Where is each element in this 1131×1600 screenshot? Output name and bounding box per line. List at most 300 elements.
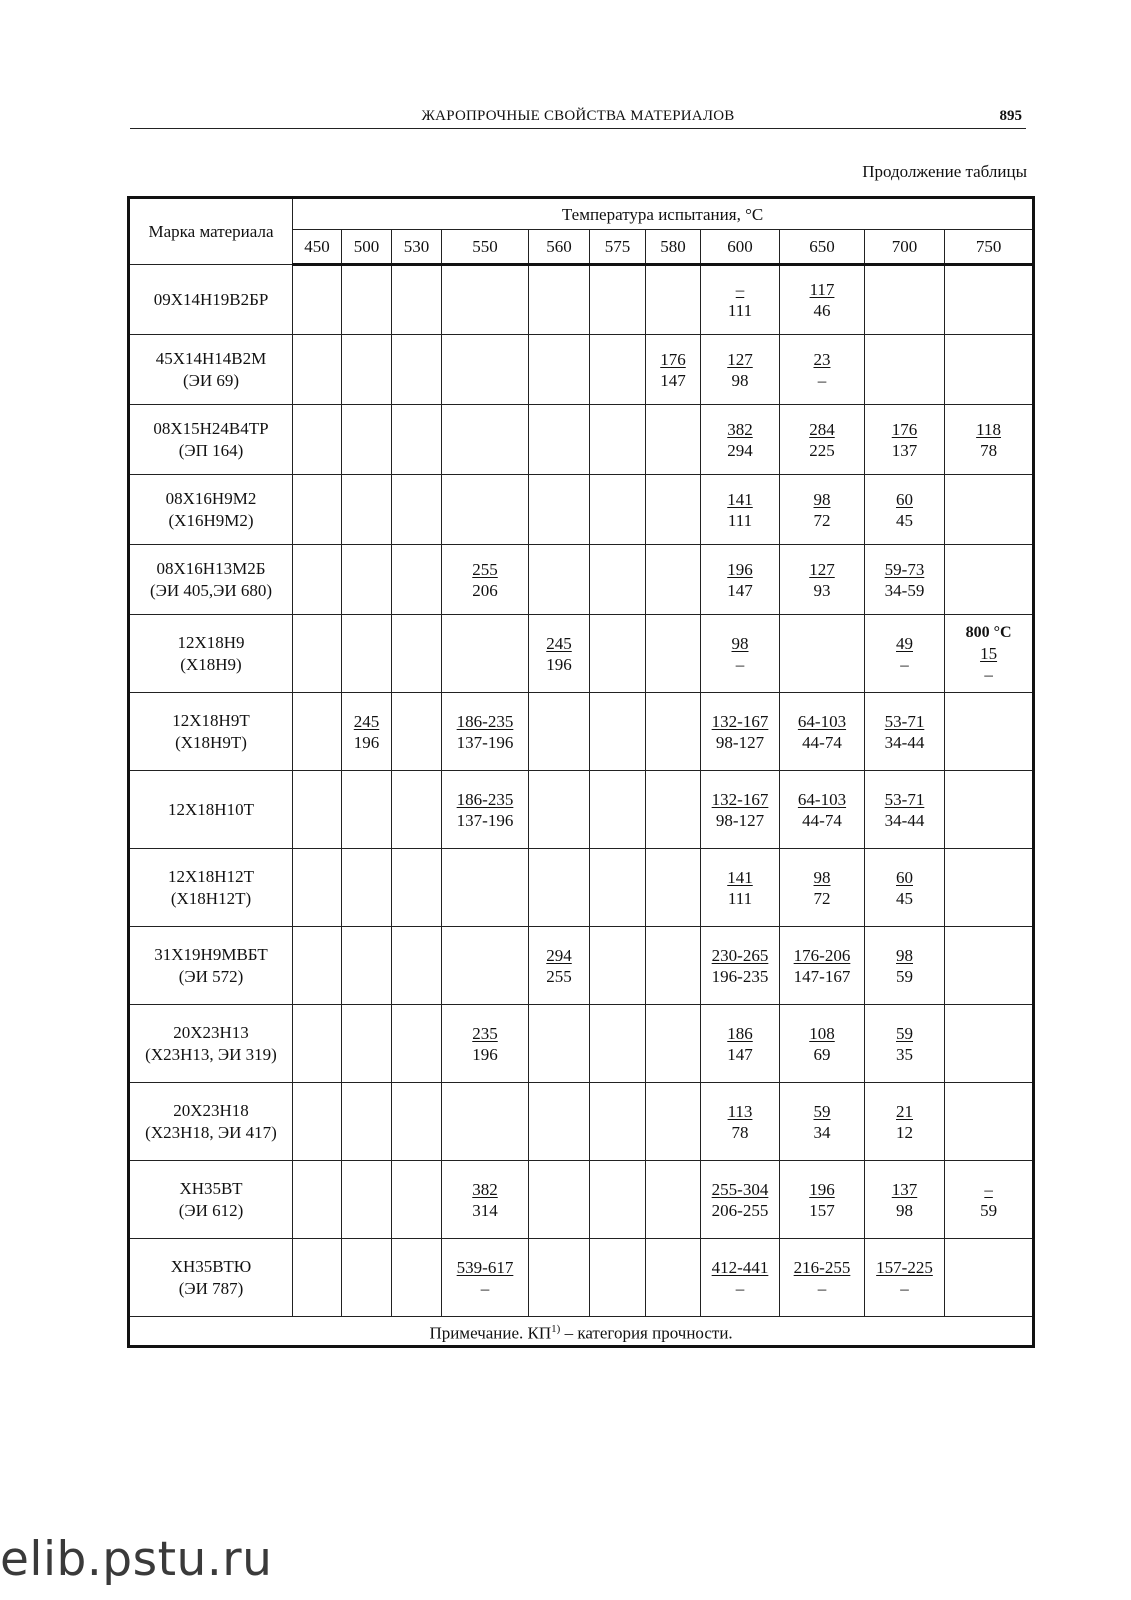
value-cell-450 (293, 1083, 342, 1161)
grade-line: 12Х18Н10Т (168, 799, 254, 819)
material-grade (129, 615, 293, 693)
value-cell-550 (442, 1239, 529, 1317)
denominator-value: 34 (813, 1122, 831, 1142)
value-cell-580 (646, 475, 701, 545)
grade-line: (ЭИ 69) (182, 370, 240, 390)
numerator-value: 141 (727, 489, 753, 509)
strength-fraction (810, 279, 835, 321)
numerator-value: 245 (353, 711, 380, 731)
grade-line: (Х18Н12Т) (170, 888, 252, 908)
numerator-value: 539-617 (456, 1257, 514, 1277)
value-cell-600 (701, 771, 780, 849)
numerator-value: 230-265 (711, 945, 769, 965)
denominator-value: – (900, 654, 909, 674)
denominator-value: 137-196 (456, 732, 514, 752)
temperature-column-750: 750 (945, 230, 1034, 265)
denominator-value: 147-167 (793, 966, 851, 986)
numerator-value: 157-225 (876, 1257, 933, 1277)
denominator-value: 34-59 (884, 580, 925, 600)
value-cell-575 (590, 927, 646, 1005)
value-cell-750 (945, 405, 1034, 475)
strength-fraction (732, 633, 749, 675)
value-cell-450 (293, 693, 342, 771)
denominator-value: 147 (660, 370, 686, 390)
denominator-value: 98 (896, 1200, 913, 1220)
value-cell-550 (442, 693, 529, 771)
value-cell-580 (646, 1005, 701, 1083)
value-cell-530 (392, 1083, 442, 1161)
numerator-value: – (984, 1179, 993, 1199)
value-cell-575 (590, 405, 646, 475)
value-cell-575 (590, 771, 646, 849)
value-cell-575 (590, 615, 646, 693)
value-cell-650 (780, 1161, 865, 1239)
value-cell-650 (780, 615, 865, 693)
value-cell-750 (945, 1005, 1034, 1083)
temperature-header: Температура испытания, °С (293, 198, 1034, 230)
value-cell-550 (442, 265, 529, 335)
value-cell-580 (646, 849, 701, 927)
strength-fraction (472, 559, 498, 601)
strength-fraction (809, 1023, 835, 1065)
value-cell-750 (945, 849, 1034, 927)
value-cell-750 (945, 771, 1034, 849)
strength-fraction (876, 1257, 933, 1299)
value-cell-600 (701, 335, 780, 405)
grade-line: (ЭИ 572) (178, 966, 244, 986)
value-cell-600 (701, 545, 780, 615)
value-cell-560 (529, 927, 590, 1005)
running-head (130, 106, 1026, 129)
value-cell-530 (392, 1005, 442, 1083)
strength-fraction (727, 349, 753, 391)
value-cell-560 (529, 849, 590, 927)
numerator-value: 132-167 (711, 789, 769, 809)
value-cell-530 (392, 475, 442, 545)
value-cell-580 (646, 771, 701, 849)
value-cell-550 (442, 405, 529, 475)
grade-line: (ЭИ 405,ЭИ 680) (149, 580, 273, 600)
value-cell-580 (646, 335, 701, 405)
strength-fraction (809, 1179, 835, 1221)
denominator-value: 98 (731, 370, 749, 390)
value-cell-450 (293, 615, 342, 693)
temperature-column-500: 500 (342, 230, 392, 265)
value-cell-560 (529, 693, 590, 771)
value-cell-500 (342, 693, 392, 771)
value-cell-650 (780, 1083, 865, 1161)
value-cell-530 (392, 335, 442, 405)
value-cell-560 (529, 335, 590, 405)
value-cell-650 (780, 265, 865, 335)
numerator-value: 108 (809, 1023, 835, 1043)
denominator-value: 34-44 (884, 732, 925, 752)
denominator-value: 147 (727, 1044, 753, 1064)
strength-fraction (896, 1101, 913, 1143)
strength-fraction (809, 559, 835, 601)
value-cell-560 (529, 475, 590, 545)
value-cell-550 (442, 1161, 529, 1239)
grade-line: 20Х23Н13 (173, 1022, 249, 1042)
table-note: Примечание. КП$^{1)}$ – категория прочности. (129, 1317, 1034, 1347)
numerator-value: 64-103 (797, 789, 847, 809)
denominator-value: 206-255 (711, 1200, 769, 1220)
value-cell-750 (945, 475, 1034, 545)
value-cell-600 (701, 265, 780, 335)
running-title: ЖАРОПРОЧНЫЕ СВОЙСТВА МАТЕРИАЛОВ (421, 108, 735, 124)
value-cell-650 (780, 1239, 865, 1317)
value-cell-700 (865, 1005, 945, 1083)
table-row (129, 545, 1034, 615)
value-cell-550 (442, 927, 529, 1005)
table-row (129, 1239, 1034, 1317)
strength-fraction (728, 279, 752, 321)
numerator-value: 113 (727, 1101, 753, 1121)
denominator-value: 45 (896, 510, 913, 530)
value-cell-450 (293, 475, 342, 545)
strength-fraction (892, 1179, 918, 1221)
value-cell-700 (865, 771, 945, 849)
value-cell-580 (646, 1239, 701, 1317)
strength-fraction (727, 419, 753, 461)
value-cell-500 (342, 1005, 392, 1083)
value-cell-580 (646, 693, 701, 771)
strength-fraction (457, 789, 514, 831)
strength-fraction (885, 789, 925, 831)
strength-fraction (712, 1257, 769, 1299)
strength-fraction (976, 419, 1001, 461)
temperature-column-550: 550 (442, 230, 529, 265)
value-cell-500 (342, 265, 392, 335)
denominator-value: 34-44 (884, 810, 925, 830)
strength-fraction (885, 559, 925, 601)
value-cell-530 (392, 265, 442, 335)
value-cell-550 (442, 849, 529, 927)
denominator-value: 111 (727, 888, 753, 908)
material-grade (129, 265, 293, 335)
value-cell-550 (442, 335, 529, 405)
denominator-value: 45 (896, 888, 913, 908)
numerator-value: 53-71 (884, 711, 925, 731)
numerator-value: 141 (727, 867, 753, 887)
value-cell-450 (293, 1239, 342, 1317)
numerator-value: 382 (727, 419, 753, 439)
strength-fraction (728, 1101, 753, 1143)
strength-fraction (966, 622, 1012, 685)
numerator-value: 98 (731, 633, 749, 653)
denominator-value: 137 (891, 440, 918, 460)
value-cell-580 (646, 927, 701, 1005)
denominator-value: – (817, 370, 827, 390)
grade-line: 12Х18Н9Т (172, 710, 250, 730)
denominator-value: 196 (472, 1044, 498, 1064)
value-cell-575 (590, 693, 646, 771)
material-grade (129, 545, 293, 615)
value-cell-560 (529, 615, 590, 693)
value-cell-500 (342, 1239, 392, 1317)
table-row (129, 1005, 1034, 1083)
continuation-label: Продолжение таблицы (862, 162, 1027, 181)
value-cell-575 (590, 849, 646, 927)
value-cell-750 (945, 1161, 1034, 1239)
numerator-value: 23 (813, 349, 831, 369)
table-row (129, 405, 1034, 475)
value-cell-600 (701, 693, 780, 771)
value-cell-550 (442, 475, 529, 545)
value-cell-580 (646, 615, 701, 693)
value-cell-560 (529, 771, 590, 849)
temperature-column-530: 530 (392, 230, 442, 265)
grade-line: 12Х18Н12Т (168, 866, 254, 886)
value-cell-700 (865, 849, 945, 927)
value-cell-450 (293, 545, 342, 615)
value-cell-575 (590, 1239, 646, 1317)
table-row (129, 927, 1034, 1005)
numerator-value: 21 (896, 1101, 913, 1121)
material-grade (129, 849, 293, 927)
value-cell-600 (701, 849, 780, 927)
value-cell-650 (780, 405, 865, 475)
denominator-value: 78 (731, 1122, 749, 1142)
material-grade (129, 1239, 293, 1317)
numerator-value: 60 (896, 867, 913, 887)
strength-fraction (727, 1023, 753, 1065)
numerator-value: 137 (891, 1179, 918, 1199)
value-cell-560 (529, 1161, 590, 1239)
value-cell-500 (342, 615, 392, 693)
value-cell-575 (590, 335, 646, 405)
denominator-value: 72 (813, 888, 831, 908)
value-cell-600 (701, 1161, 780, 1239)
denominator-value: – (735, 1278, 745, 1298)
numerator-value: 59 (896, 1023, 913, 1043)
value-cell-580 (646, 545, 701, 615)
value-cell-530 (392, 545, 442, 615)
strength-fraction (896, 945, 913, 987)
numerator-value: 196 (727, 559, 753, 579)
value-cell-750 (945, 1083, 1034, 1161)
denominator-value: 137-196 (456, 810, 514, 830)
value-cell-500 (342, 475, 392, 545)
strength-fraction (814, 1101, 831, 1143)
value-cell-600 (701, 475, 780, 545)
temperature-note: 800 °С (965, 624, 1012, 641)
numerator-value: 186 (727, 1023, 753, 1043)
grade-line: 08Х16Н9М2 (165, 488, 257, 508)
denominator-value: 46 (813, 301, 831, 320)
strength-fraction (712, 789, 769, 831)
value-cell-500 (342, 1083, 392, 1161)
note-row (129, 1317, 1034, 1347)
grade-line: 20Х23Н18 (173, 1100, 249, 1120)
value-cell-450 (293, 927, 342, 1005)
numerator-value: 216-255 (793, 1257, 851, 1277)
table-row (129, 1161, 1034, 1239)
grade-line: (Х23Н13, ЭИ 319) (145, 1044, 277, 1064)
value-cell-450 (293, 405, 342, 475)
grade-line: ХН35ВТ (179, 1178, 243, 1198)
table-row (129, 265, 1034, 335)
value-cell-575 (590, 475, 646, 545)
table-row (129, 475, 1034, 545)
value-cell-560 (529, 1083, 590, 1161)
value-cell-700 (865, 545, 945, 615)
strength-fraction (727, 559, 753, 601)
value-cell-650 (780, 927, 865, 1005)
value-cell-450 (293, 771, 342, 849)
material-grade (129, 693, 293, 771)
grade-line: 12Х18Н9 (177, 632, 245, 652)
temperature-column-700: 700 (865, 230, 945, 265)
strength-fraction (814, 349, 831, 391)
value-cell-650 (780, 771, 865, 849)
grade-line: (ЭП 164) (178, 440, 244, 460)
denominator-value: – (817, 1278, 827, 1298)
numerator-value: 49 (896, 633, 913, 653)
temperature-column-560: 560 (529, 230, 590, 265)
temperature-column-580: 580 (646, 230, 701, 265)
value-cell-600 (701, 615, 780, 693)
denominator-value: – (984, 665, 993, 684)
material-grade (129, 927, 293, 1005)
denominator-value: 59 (980, 1200, 998, 1220)
value-cell-650 (780, 1005, 865, 1083)
numerator-value: 235 (472, 1023, 498, 1043)
numerator-value: 245 (546, 633, 572, 653)
value-cell-450 (293, 849, 342, 927)
denominator-value: 111 (727, 510, 753, 530)
table-row (129, 771, 1034, 849)
value-cell-450 (293, 265, 342, 335)
value-cell-750 (945, 1239, 1034, 1317)
material-grade (129, 1083, 293, 1161)
value-cell-500 (342, 771, 392, 849)
numerator-value: 176 (660, 349, 686, 369)
numerator-value: 53-71 (884, 789, 925, 809)
strength-fraction (896, 1023, 913, 1065)
value-cell-700 (865, 615, 945, 693)
denominator-value: 93 (813, 580, 831, 600)
value-cell-530 (392, 405, 442, 475)
denominator-value: 98-127 (715, 810, 765, 830)
value-cell-750 (945, 693, 1034, 771)
value-cell-575 (590, 545, 646, 615)
value-cell-750 (945, 545, 1034, 615)
numerator-value: 186-235 (456, 789, 514, 809)
value-cell-700 (865, 335, 945, 405)
grade-line: (Х18Н9Т) (175, 732, 247, 752)
denominator-value: 98-127 (715, 732, 765, 752)
numerator-value: 284 (809, 419, 835, 439)
denominator-value: 44-74 (802, 732, 842, 752)
value-cell-700 (865, 475, 945, 545)
heat-resistance-table (127, 196, 1035, 1348)
numerator-value: 118 (976, 419, 1001, 439)
strength-fraction (727, 489, 753, 531)
numerator-value: 412-441 (711, 1257, 769, 1277)
value-cell-580 (646, 1161, 701, 1239)
strength-fraction (712, 945, 769, 987)
numerator-value: 59-73 (884, 559, 925, 579)
numerator-value: – (735, 280, 745, 299)
strength-fraction (794, 1257, 851, 1299)
numerator-value: 196 (809, 1179, 835, 1199)
strength-fraction (814, 867, 831, 909)
value-cell-650 (780, 545, 865, 615)
strength-fraction (472, 1023, 498, 1065)
value-cell-500 (342, 849, 392, 927)
value-cell-600 (701, 405, 780, 475)
grade-line: 08Х16Н13М2Б (156, 558, 266, 578)
numerator-value: 127 (809, 559, 835, 579)
temperature-column-575: 575 (590, 230, 646, 265)
denominator-value: 111 (727, 301, 753, 320)
denominator-value: 196-235 (711, 966, 769, 986)
material-grade (129, 335, 293, 405)
table-row (129, 335, 1034, 405)
value-cell-580 (646, 1083, 701, 1161)
value-cell-650 (780, 693, 865, 771)
numerator-value: 132-167 (711, 711, 769, 731)
strength-fraction (712, 711, 769, 753)
grade-line: (ЭИ 612) (178, 1200, 244, 1220)
denominator-value: 314 (472, 1200, 498, 1220)
denominator-value: – (900, 1278, 909, 1298)
value-cell-550 (442, 615, 529, 693)
value-cell-550 (442, 1083, 529, 1161)
strength-fraction (727, 867, 753, 909)
denominator-value: 225 (809, 440, 835, 460)
strength-fraction (457, 1257, 514, 1299)
table-row (129, 615, 1034, 693)
strength-fraction (814, 489, 831, 531)
denominator-value: 78 (980, 440, 998, 460)
denominator-value: 147 (727, 580, 753, 600)
table-row (129, 849, 1034, 927)
denominator-value: 35 (896, 1044, 913, 1064)
value-cell-530 (392, 927, 442, 1005)
strength-fraction (980, 1179, 997, 1221)
denominator-value: – (480, 1278, 490, 1298)
value-cell-575 (590, 1161, 646, 1239)
temperature-column-450: 450 (293, 230, 342, 265)
grade-column-header: Марка материала (129, 198, 293, 265)
value-cell-530 (392, 1161, 442, 1239)
material-grade (129, 1005, 293, 1083)
denominator-value: 196 (546, 654, 572, 674)
denominator-value: 255 (546, 966, 572, 986)
value-cell-500 (342, 335, 392, 405)
value-cell-580 (646, 405, 701, 475)
value-cell-600 (701, 927, 780, 1005)
value-cell-560 (529, 265, 590, 335)
value-cell-575 (590, 1005, 646, 1083)
grade-line: 45Х14Н14В2М (155, 348, 267, 368)
strength-fraction (354, 711, 380, 753)
grade-line: 31Х19Н9МВБТ (154, 944, 268, 964)
value-cell-700 (865, 1083, 945, 1161)
value-cell-530 (392, 849, 442, 927)
value-cell-650 (780, 335, 865, 405)
value-cell-700 (865, 265, 945, 335)
numerator-value: 59 (813, 1101, 831, 1121)
denominator-value: 294 (727, 440, 753, 460)
strength-fraction (892, 419, 918, 461)
strength-fraction (798, 711, 846, 753)
page-number: 895 (999, 108, 1022, 124)
denominator-value: 12 (896, 1122, 913, 1142)
value-cell-560 (529, 1005, 590, 1083)
